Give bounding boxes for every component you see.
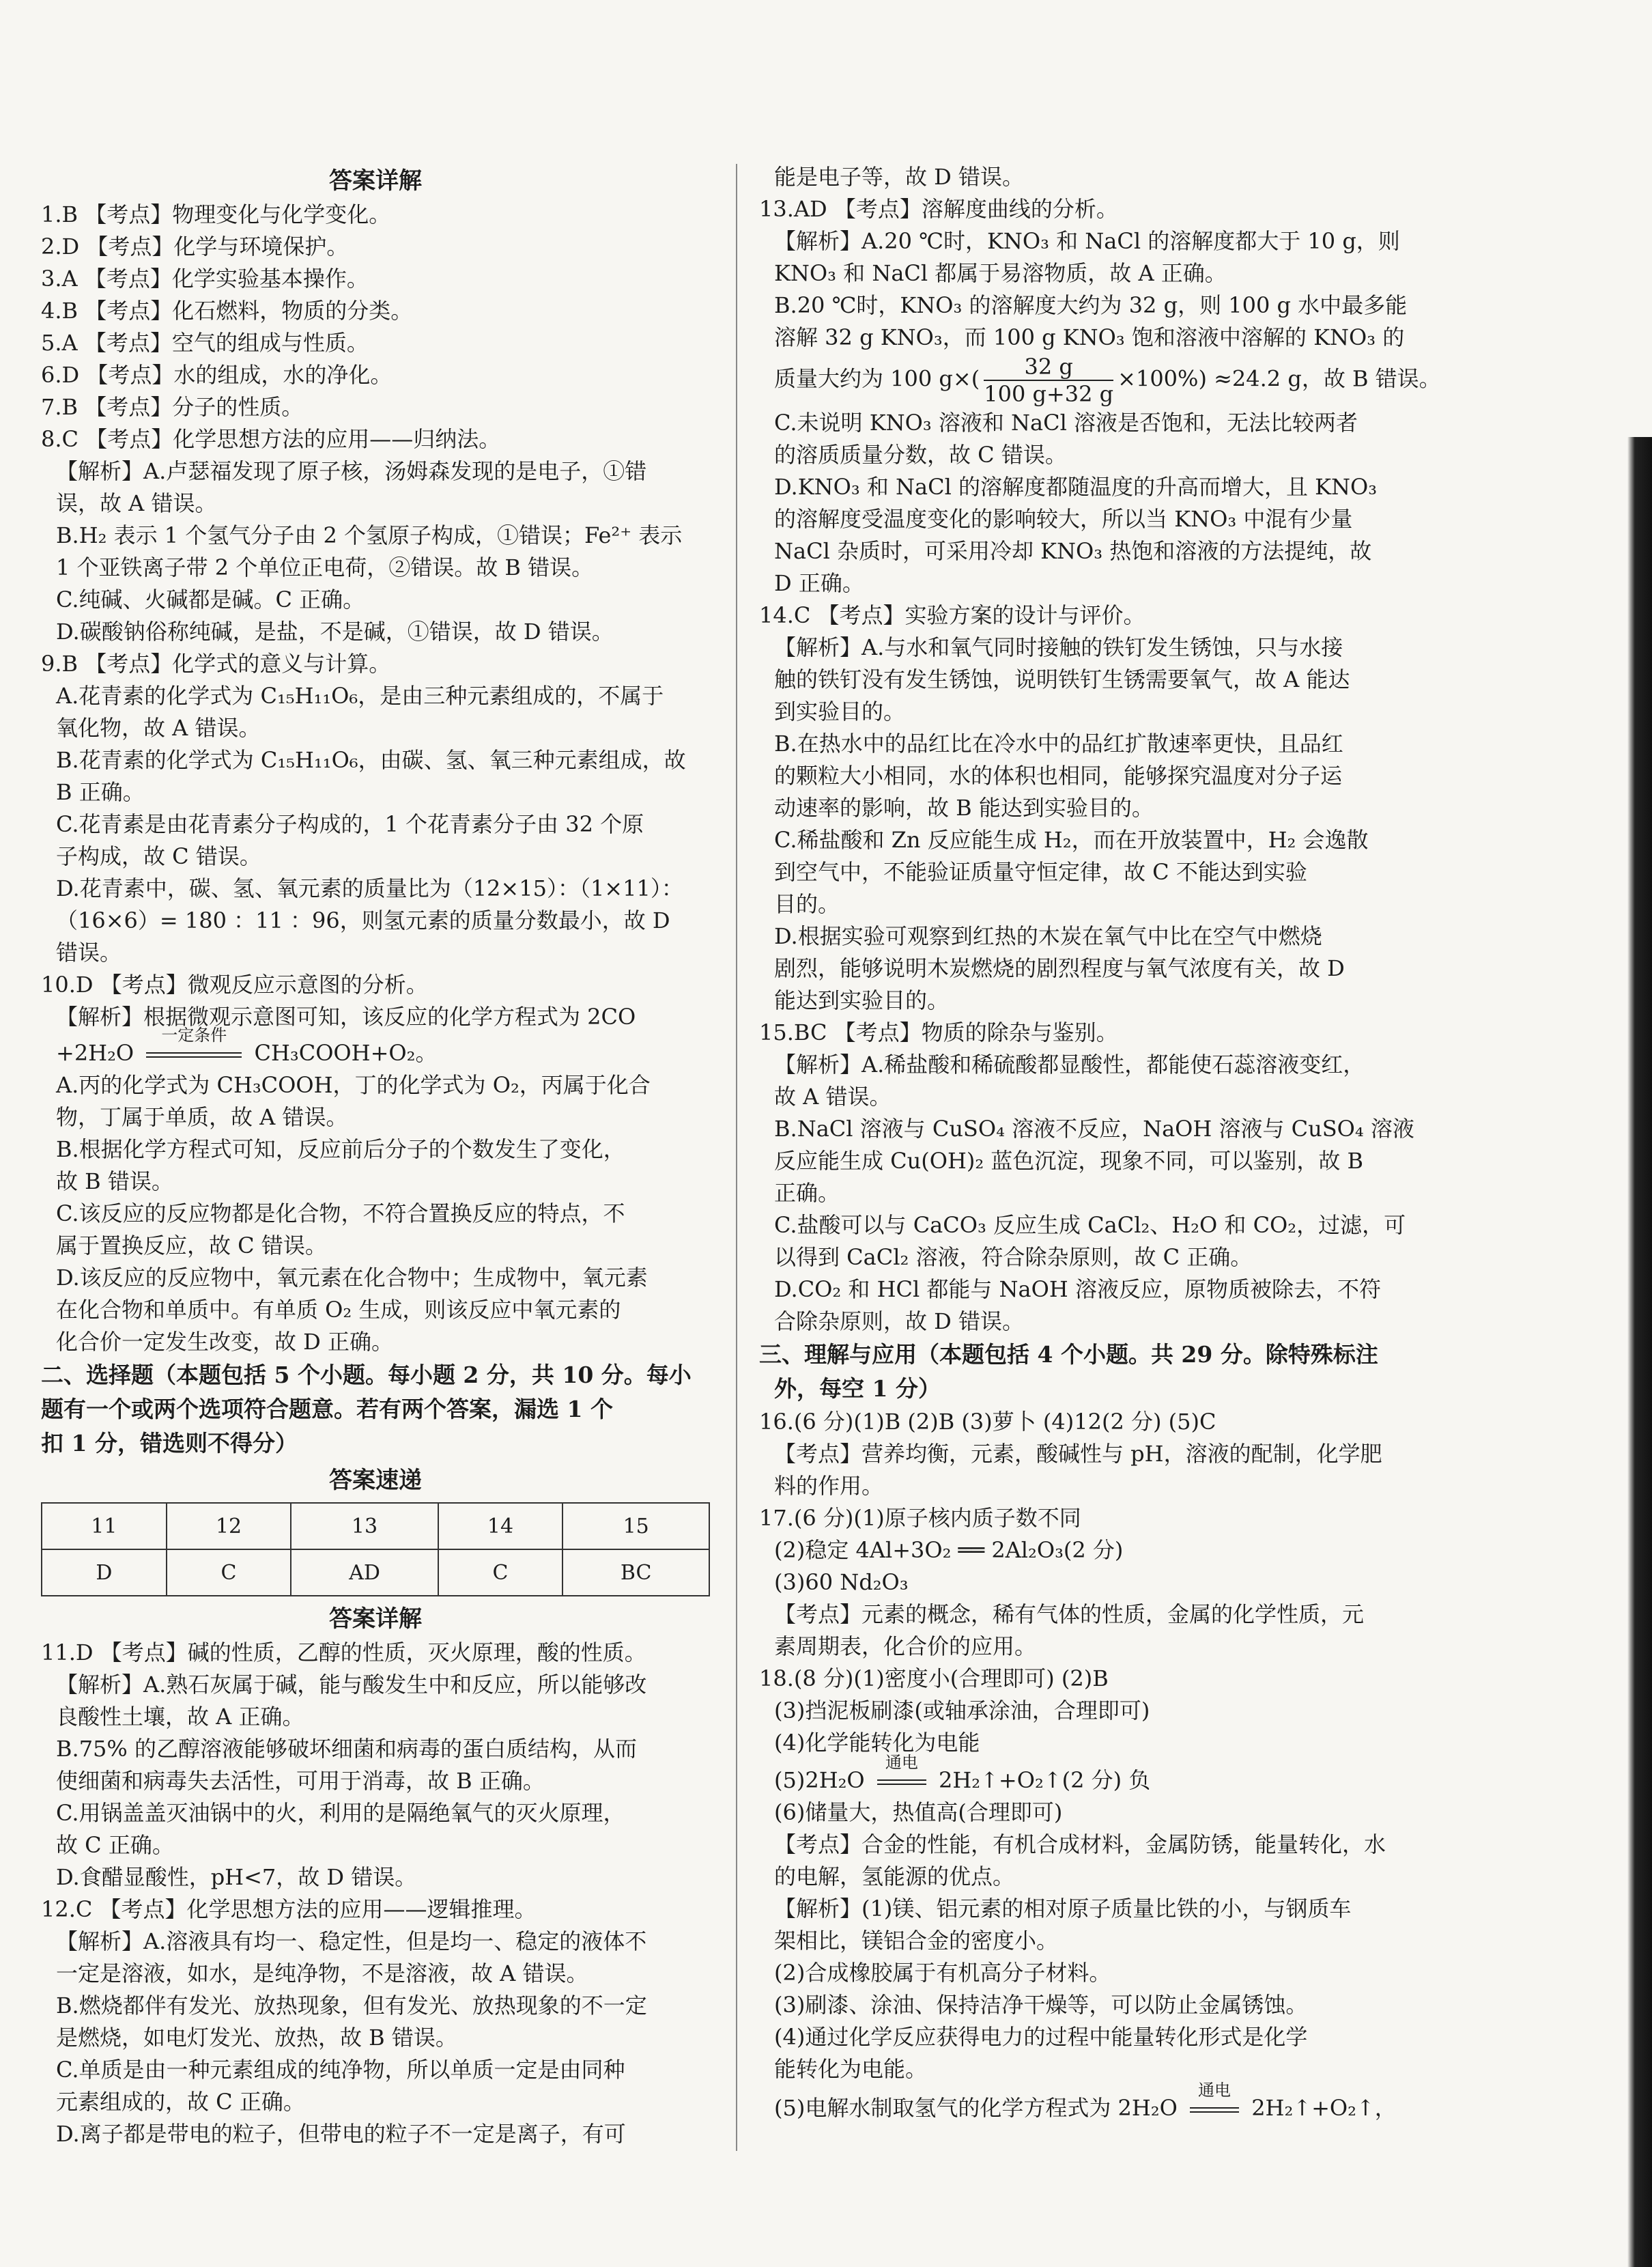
- q8-line: 误，故 A 错误。: [56, 490, 217, 516]
- table-title: 答案速递: [329, 1467, 422, 1494]
- q14-line: 触的铁钉没有发生锈蚀，说明铁钉生锈需要氧气，故 A 能达: [774, 666, 1350, 692]
- q14-line: 能达到实验目的。: [774, 987, 950, 1013]
- q10-line: 属于置换反应，故 C 错误。: [56, 1233, 327, 1258]
- items_a-line: 6.D 【考点】水的组成，水的净化。: [41, 362, 393, 388]
- sec2-line: 二、选择题（本题包括 5 个小题。每小题 2 分，共 10 分。每小: [41, 1362, 692, 1388]
- q15-line: 以得到 CaCl₂ 溶液，符合除杂原则，故 C 正确。: [774, 1244, 1253, 1270]
- q10-line: 物，丁属于单质，故 A 错误。: [56, 1104, 348, 1130]
- q9-line: 错误。: [56, 940, 122, 966]
- q13b-line: 的溶质质量分数，故 C 错误。: [774, 442, 1067, 468]
- q9-line: A.花青素的化学式为 C₁₅H₁₁O₆，是由三种元素组成的，不属于: [56, 683, 664, 709]
- reaction-arrow: 一定条件: [141, 1037, 247, 1069]
- q11-line: 良酸性土壤，故 A 正确。: [56, 1704, 304, 1730]
- q18-last-line: (5)电解水制取氢气的化学方程式为 2H₂O 通电 2H₂↑+O₂↑，: [759, 2092, 1435, 2124]
- table-header-cell: 14: [438, 1503, 563, 1549]
- q8-line: 【解析】A.卢瑟福发现了原子核，汤姆森发现的是电子，①错: [56, 458, 647, 484]
- q15-line: 反应能生成 Cu(OH)₂ 蓝色沉淀，现象不同，可以鉴别，故 B: [774, 1148, 1364, 1174]
- q9-line: B.花青素的化学式为 C₁₅H₁₁O₆，由碳、氢、氧三种元素组成，故: [56, 747, 686, 773]
- q10-line: B.根据化学方程式可知，反应前后分子的个数发生了变化，: [56, 1136, 625, 1162]
- q15-line: B.NaCl 溶液与 CuSO₄ 溶液不反应，NaOH 溶液与 CuSO₄ 溶液: [774, 1116, 1414, 1142]
- q18-equation: (5)2H₂O 通电 2H₂↑+O₂↑(2 分) 负: [759, 1764, 1435, 1797]
- q12-line: C.单质是由一种元素组成的纯净物，所以单质一定是由同种: [56, 2057, 625, 2083]
- sec3-line: 三、理解与应用（本题包括 4 个小题。共 29 分。除特殊标注: [759, 1341, 1378, 1368]
- q17-line: 素周期表，化合价的应用。: [774, 1633, 1037, 1659]
- q18b-line: 【考点】合金的性能，有机合成材料，金属防锈，能量转化，水: [774, 1831, 1386, 1857]
- q12-line: 【解析】A.溶液具有均一、稳定性，但是均一、稳定的液体不: [56, 1928, 647, 1954]
- q14-line: 到空气中，不能验证质量守恒定律，故 C 不能达到实验: [774, 859, 1307, 885]
- table-header-cell: 12: [167, 1503, 291, 1549]
- q18b-line: 【解析】(1)镁、铝元素的相对原子质量比铁的小，与钢质车: [774, 1896, 1352, 1921]
- column-divider: [736, 164, 737, 2151]
- table-value-cell: BC: [562, 1549, 709, 1596]
- q15-line: C.盐酸可以与 CaCO₃ 反应生成 CaCl₂、H₂O 和 CO₂，过滤，可: [774, 1212, 1406, 1238]
- q16-line: 料的作用。: [774, 1473, 884, 1499]
- q17-line: 17.(6 分)(1)原子核内质子数不同: [759, 1505, 1081, 1531]
- q13-line: 【解析】A.20 ℃时，KNO₃ 和 NaCl 的溶解度都大于 10 g，则: [774, 228, 1400, 254]
- q11-line: 【解析】A.熟石灰属于碱，能与酸发生中和反应，所以能够改: [56, 1672, 647, 1698]
- q10-equation: +2H₂O 一定条件 CH₃COOH+O₂。: [41, 1037, 710, 1069]
- q18b-line: 能转化为电能。: [774, 2056, 928, 2082]
- q14-line: 的颗粒大小相同，水的体积也相同，能够探究温度对分子运: [774, 763, 1343, 789]
- fraction: $\frac{32 g}{100 g+32 g}$: [984, 354, 1114, 407]
- q13b-line: NaCl 杂质时，可采用冷却 KNO₃ 热饱和溶液的方法提纯，故: [774, 538, 1372, 564]
- q9-line: D.花青素中，碳、氢、氧元素的质量比为（12×15）：（1×11）：: [56, 875, 683, 901]
- q9-line: 9.B 【考点】化学式的意义与计算。: [41, 651, 391, 677]
- q14-line: C.稀盐酸和 Zn 反应能生成 H₂，而在开放装置中，H₂ 会逸散: [774, 827, 1369, 853]
- table-header-cell: 11: [42, 1503, 167, 1549]
- q9-line: 子构成，故 C 错误。: [56, 843, 261, 869]
- q12-line: 元素组成的，故 C 正确。: [56, 2089, 305, 2115]
- table-value-cell: C: [438, 1549, 563, 1596]
- q8-line: D.碳酸钠俗称纯碱，是盐，不是碱，①错误，故 D 错误。: [56, 619, 614, 645]
- q13-line: 13.AD 【考点】溶解度曲线的分析。: [759, 196, 1118, 222]
- q18a-line: (4)化学能转化为电能: [774, 1730, 980, 1756]
- q12-line: 是燃烧，如电灯发光、放热，故 B 错误。: [56, 2025, 457, 2051]
- q14-line: 动速率的影响，故 B 能达到实验目的。: [774, 795, 1154, 821]
- table-value-cell: AD: [291, 1549, 438, 1596]
- q14-line: 剧烈，能够说明木炭燃烧的剧烈程度与氧气浓度有关，故 D: [774, 955, 1345, 981]
- q14-line: 14.C 【考点】实验方案的设计与评价。: [759, 602, 1145, 628]
- q11-line: 使细菌和病毒失去活性，可用于消毒，故 B 正确。: [56, 1768, 545, 1794]
- q10-line: C.该反应的反应物都是化合物，不符合置换反应的特点，不: [56, 1200, 625, 1226]
- q18b-line: (6)储量大，热值高(合理即可): [774, 1799, 1063, 1825]
- q15-line: 故 A 错误。: [774, 1084, 892, 1110]
- items_a-line: 1.B 【考点】物理变化与化学变化。: [41, 201, 391, 227]
- q13-line: KNO₃ 和 NaCl 都属于易溶物质，故 A 正确。: [774, 260, 1227, 286]
- q18b-line: (4)通过化学反应获得电力的过程中能量转化形式是化学: [774, 2024, 1308, 2050]
- q16-line: 16.(6 分)(1)B (2)B (3)萝卜 (4)12(2 分) (5)C: [759, 1409, 1216, 1435]
- section-title: 答案详解: [329, 167, 422, 195]
- items_a-line: 4.B 【考点】化石燃料，物质的分类。: [41, 298, 413, 324]
- q15-line: 合除杂原则，故 D 错误。: [774, 1308, 1025, 1334]
- q14-line: B.在热水中的品红比在冷水中的品红扩散速率更快，且品红: [774, 731, 1343, 757]
- q9-line: C.花青素是由花青素分子构成的，1 个花青素分子由 32 个原: [56, 811, 644, 837]
- q12-line: 一定是溶液，如水，是纯净物，不是溶液，故 A 错误。: [56, 1960, 588, 1986]
- table-value-cell: C: [167, 1549, 291, 1596]
- scan-edge-shadow: [1627, 437, 1652, 2267]
- q18b-line: 架相比，镁铝合金的密度小。: [774, 1928, 1059, 1954]
- answer-table: [41, 1502, 710, 1596]
- q17-line: (2)稳定 4Al+3O₂ ══ 2Al₂O₃(2 分): [774, 1537, 1124, 1563]
- table-header-cell: 13: [291, 1503, 438, 1549]
- q18a-line: (3)挡泥板刷漆(或轴承涂油，合理即可): [774, 1698, 1150, 1723]
- q11-line: B.75% 的乙醇溶液能够破坏细菌和病毒的蛋白质结构，从而: [56, 1736, 637, 1762]
- section-title-2: 答案详解: [329, 1605, 422, 1633]
- q9-line: （16×6）= 180 ：11 ：96，则氢元素的质量分数最小，故 D: [56, 907, 670, 933]
- q10-head: 10.D 【考点】微观反应示意图的分析。: [41, 972, 428, 998]
- q18b-line: (3)刷漆、涂油、保持洁净干燥等，可以防止金属锈蚀。: [774, 1992, 1308, 2018]
- q14-line: 目的。: [774, 891, 840, 917]
- q8-line: B.H₂ 表示 1 个氢气分子由 2 个氢原子构成，①错误；Fe²⁺ 表示: [56, 522, 683, 548]
- q17-line: 【考点】元素的概念，稀有气体的性质，金属的化学性质，元: [774, 1601, 1365, 1627]
- table-header-cell: 15: [562, 1503, 709, 1549]
- items_a-line: 5.A 【考点】空气的组成与性质。: [41, 330, 369, 356]
- q10-line: 在化合物和单质中。有单质 O₂ 生成，则该反应中氧元素的: [56, 1297, 621, 1323]
- q14-line: 【解析】A.与水和氧气同时接触的铁钉发生锈蚀，只与水接: [774, 634, 1343, 660]
- reaction-arrow: 通电: [1184, 2092, 1244, 2124]
- q8-line: 1 个亚铁离子带 2 个单位正电荷，②错误。故 B 错误。: [56, 554, 594, 580]
- q11-line: C.用锅盖盖灭油锅中的火，利用的是隔绝氧气的灭火原理，: [56, 1800, 625, 1826]
- q10-line: 化合价一定发生改变，故 D 正确。: [56, 1329, 394, 1355]
- q18b-line: (2)合成橡胶属于有机高分子材料。: [774, 1960, 1111, 1986]
- q12-line: D.离子都是带电的粒子，但带电的粒子不一定是离子，有可: [56, 2121, 626, 2147]
- q15-line: 15.BC 【考点】物质的除杂与鉴别。: [759, 1019, 1118, 1045]
- q13b-line: D.KNO₃ 和 NaCl 的溶解度都随温度的升高而增大，且 KNO₃: [774, 474, 1378, 500]
- q13b-line: C.未说明 KNO₃ 溶液和 NaCl 溶液是否饱和，无法比较两者: [774, 410, 1358, 436]
- left-column: [41, 161, 710, 2150]
- q9-line: 氧化物，故 A 错误。: [56, 715, 261, 741]
- q12-line: B.燃烧都伴有发光、放热现象，但有发光、放热现象的不一定: [56, 1993, 647, 2018]
- q11-line: 11.D 【考点】碱的性质，乙醇的性质，灭火原理，酸的性质。: [41, 1639, 646, 1665]
- q10-line: D.该反应的反应物中，氧元素在化合物中；生成物中，氧元素: [56, 1265, 648, 1291]
- q18a-line: 18.(8 分)(1)密度小(合理即可) (2)B: [759, 1665, 1109, 1691]
- q14-line: D.根据实验可观察到红热的木炭在氧气中比在空气中燃烧: [774, 923, 1322, 949]
- q8-line: C.纯碱、火碱都是碱。C 正确。: [56, 587, 365, 612]
- q14-line: 到实验目的。: [774, 699, 906, 724]
- items_a-line: 8.C 【考点】化学思想方法的应用——归纳法。: [41, 426, 501, 452]
- q9-line: B 正确。: [56, 779, 145, 805]
- sec2-line: 题有一个或两个选项符合题意。若有两个答案，漏选 1 个: [41, 1396, 613, 1422]
- q12-line: 12.C 【考点】化学思想方法的应用——逻辑推理。: [41, 1896, 537, 1922]
- q13b-line: D 正确。: [774, 570, 864, 596]
- q13b-line: 的溶解度受温度变化的影响较大，所以当 KNO₃ 中混有少量: [774, 506, 1353, 532]
- q13-line: B.20 ℃时，KNO₃ 的溶解度大约为 32 g，则 100 g 水中最多能: [774, 292, 1408, 318]
- q15-line: D.CO₂ 和 HCl 都能与 NaOH 溶液反应，原物质被除去，不符: [774, 1276, 1381, 1302]
- sec3-line: 外，每空 1 分）: [774, 1375, 941, 1402]
- q11-line: 故 C 正确。: [56, 1832, 174, 1858]
- q17-line: (3)60 Nd₂O₃: [774, 1569, 909, 1595]
- items_a-line: 7.B 【考点】分子的性质。: [41, 394, 304, 420]
- q12-end: 能是电子等，故 D 错误。: [774, 164, 1025, 190]
- q10-line: 【解析】根据微观示意图可知，该反应的化学方程式为 2CO: [56, 1004, 636, 1030]
- table-value-cell: D: [42, 1549, 167, 1596]
- q15-line: 【解析】A.稀盐酸和稀硫酸都显酸性，都能使石蕊溶液变红，: [774, 1052, 1365, 1078]
- reaction-arrow: 通电: [872, 1764, 932, 1797]
- right-column: [759, 161, 1441, 2124]
- q11-line: D.食醋显酸性，pH<7，故 D 错误。: [56, 1864, 417, 1890]
- q16-line: 【考点】营养均衡，元素，酸碱性与 pH，溶液的配制，化学肥: [774, 1441, 1382, 1467]
- q18b-line: 的电解，氢能源的优点。: [774, 1863, 1015, 1889]
- q13-fraction-line: 质量大约为 100 g×( $\frac{32 g}{100 g+32 g}$ ×100%) ≈24.2 g，故 B 错误。: [774, 354, 1441, 407]
- q13-line: 溶解 32 g KNO₃，而 100 g KNO₃ 饱和溶液中溶解的 KNO₃ 的: [774, 324, 1405, 350]
- q10-line: 故 B 错误。: [56, 1168, 173, 1194]
- sec2-line: 扣 1 分，错选则不得分）: [41, 1430, 298, 1456]
- items_a-line: 2.D 【考点】化学与环境保护。: [41, 234, 349, 259]
- q15-line: 正确。: [774, 1180, 840, 1206]
- q10-line: A.丙的化学式为 CH₃COOH，丁的化学式为 O₂，丙属于化合: [56, 1072, 651, 1098]
- items_a-line: 3.A 【考点】化学实验基本操作。: [41, 266, 369, 292]
